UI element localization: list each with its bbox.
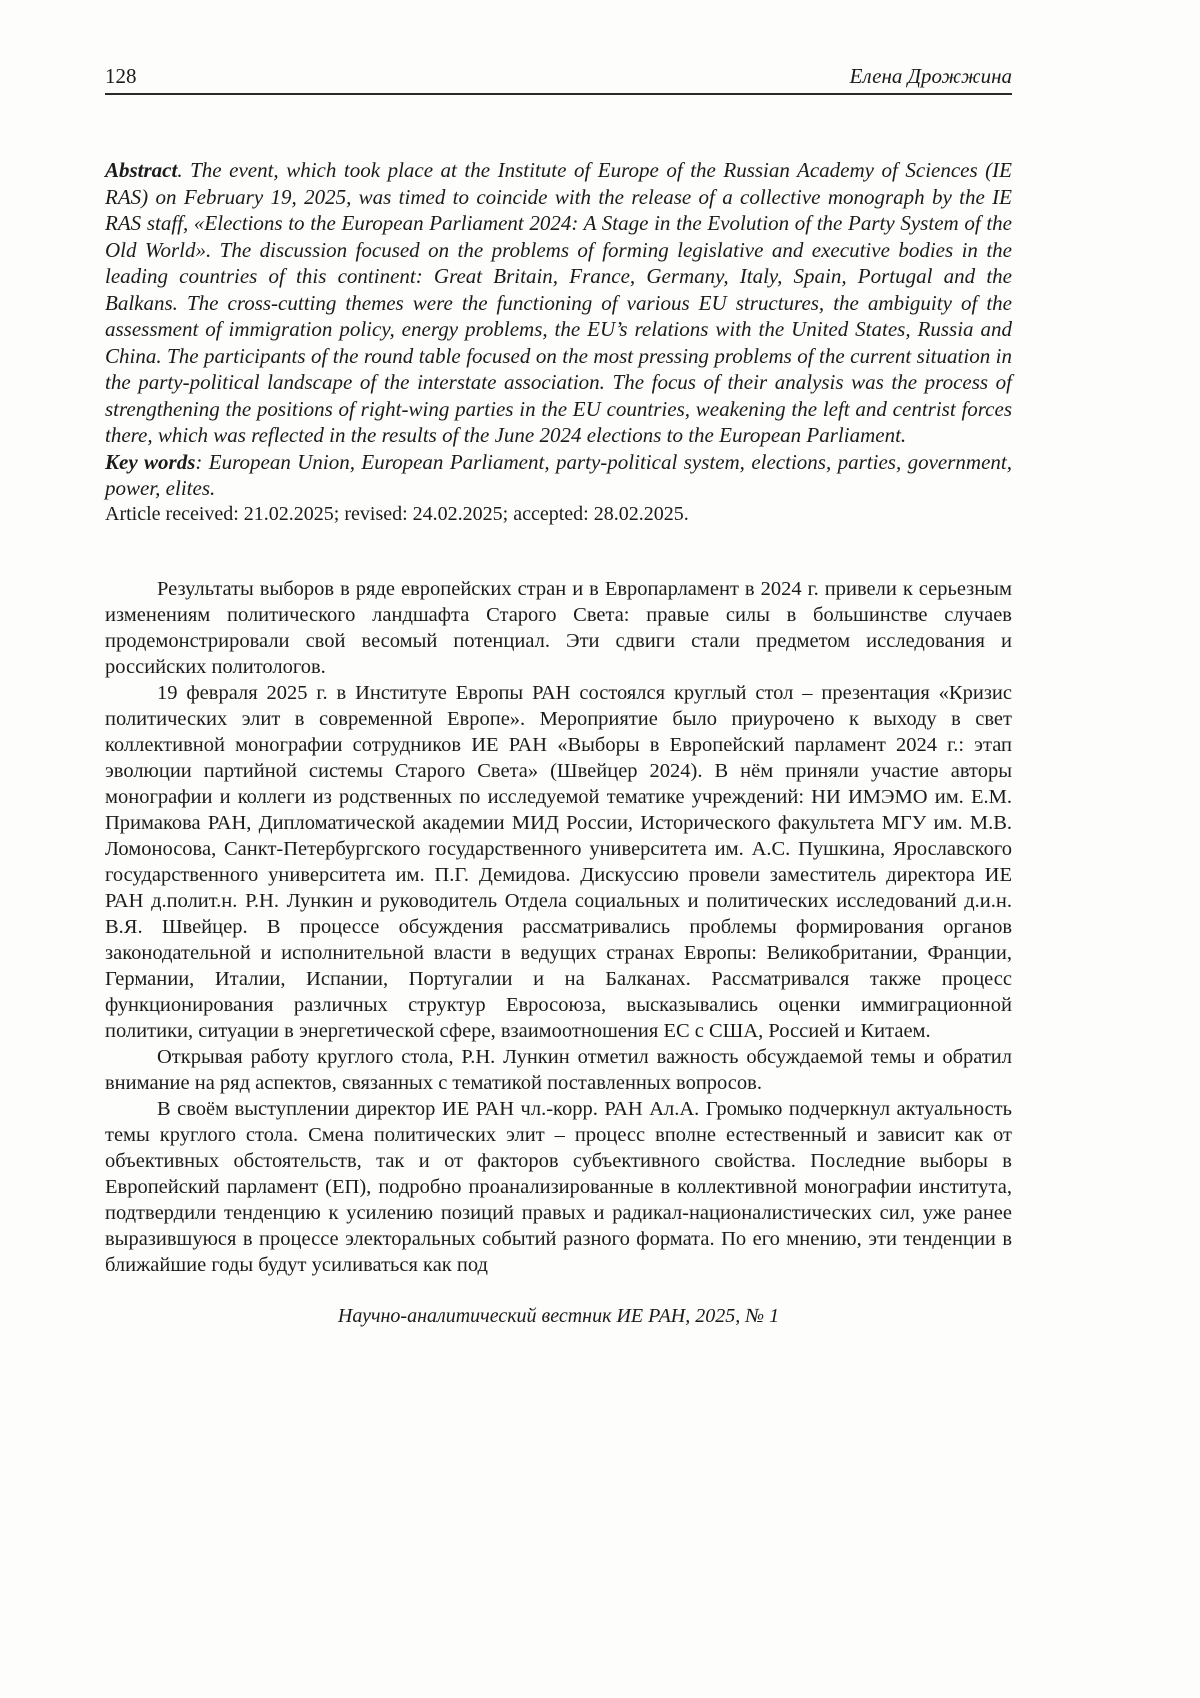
abstract-label: Abstract <box>105 158 178 182</box>
running-head <box>105 64 1012 88</box>
body-paragraph: 19 февраля 2025 г. в Институте Европы РАН состоялся круглый стол – презентация «Кризис политических элит в современной Европе». Мероприятие было приурочено к выходу в свет коллективной монографии сотрудников ИЕ РАН «Выборы в Европейский парламент 2024 г.: этап эволюции партийной системы Старого Света» (Швейцер 2024). В нём приняли участие авторы монографии и коллеги из родственных по исследуемой тематике учреждений: НИ ИМЭМО им. Е.М. Примакова РАН, Дипломатической академии МИД России, Исторического факультета МГУ им. М.В. Ломоносова, Санкт-Петербургского государственного университета им. А.С. Пушкина, Ярославского государственного университета им. П.Г. Демидова. Дискуссию провели заместитель директора ИЕ РАН д.полит.н. Р.Н. Лункин и руководитель Отдела социальных и политических исследований д.и.н. В.Я. Швейцер. В процессе обсуждения рассматривались проблемы формирования органов законодательной и исполнительной власти в ведущих странах Европы: Великобритании, Франции, Германии, Италии, Испании, Португалии и на Балканах. Рассматривался также процесс функционирования различных структур Евросоюза, высказывались оценки иммиграционной политики, ситуации в энергетической сфере, взаимоотношения ЕС с США, Россией и Китаем. <box>105 681 1012 1042</box>
body-paragraph: Результаты выборов в ряде европейских стран и в Европарламент в 2024 г. привели к серьезным изменениям политического ландшафта Старого Света: правые силы в большинстве случаев продемонстрировали свой весомый потенциал. Эти сдвиги стали предметом исследования и российских политологов. <box>105 577 1012 678</box>
keywords-paragraph <box>105 449 1012 502</box>
body-paragraph: Открывая работу круглого стола, Р.Н. Лункин отметил важность обсуждаемой темы и обратил внимание на ряд аспектов, связанных с тематикой поставленных вопросов. <box>105 1045 1012 1094</box>
article-body <box>105 576 1012 1278</box>
page-number: 128 <box>105 64 137 88</box>
abstract-section <box>105 157 1012 526</box>
keywords-label: Key words <box>105 449 196 474</box>
body-paragraph: В своём выступлении директор ИЕ РАН чл.-корр. РАН Ал.А. Громыко подчеркнул актуальность темы круглого стола. Смена политических элит – процесс вполне естественный и зависит как от объективных обстоятельств, так и от факторов субъективного свойства. Последние выборы в Европейский парламент (ЕП), подробно проанализированные в коллективной монографии института, подтвердили тенденцию к усилению позиций правых и радикал-националистических сил, уже ранее выразившуюся в процессе электоральных событий разного формата. По его мнению, эти тенденции в ближайшие годы будут усиливаться как под <box>105 1097 1012 1276</box>
running-head-author: Елена Дрожжина <box>849 64 1012 88</box>
abstract-paragraph <box>105 157 1012 449</box>
abstract-text: . The event, which took place at the Institute of Europe of the Russian Academy of Sciences (IE RAS) on February 19, 2025, was timed to coincide with the release of a collective monograph by the IE RAS staff, «Elections to the European Parliament 2024: A Stage in the Evolution of the Party System of the Old World». The discussion focused on the problems of forming legislative and executive bodies in the leading countries of this continent: Great Britain, France, Germany, Italy, Spain, Portugal and the Balkans. The cross-cutting themes were the functioning of various EU structures, the ambiguity of the assessment of immigration policy, energy problems, the EU’s relations with the United States, Russia and China. The participants of the round table focused on the most pressing problems of the current situation in the party-political landscape of the interstate association. The focus of their analysis was the process of strengthening the positions of right-wing parties in the EU countries, weakening the left and centrist forces there, which was reflected in the results of the June 2024 elections to the European Parliament. <box>105 158 1012 447</box>
article-dates-line: Article received: 21.02.2025; revised: 24.02.2025; accepted: 28.02.2025. <box>105 502 689 525</box>
journal-footer: Научно-аналитический вестник ИЕ РАН, 2025, № 1 <box>337 1304 780 1327</box>
keywords-text: : European Union, European Parliament, party-political system, elections, parties, government, power, elites. <box>105 449 1012 500</box>
header-rule <box>105 93 1012 95</box>
